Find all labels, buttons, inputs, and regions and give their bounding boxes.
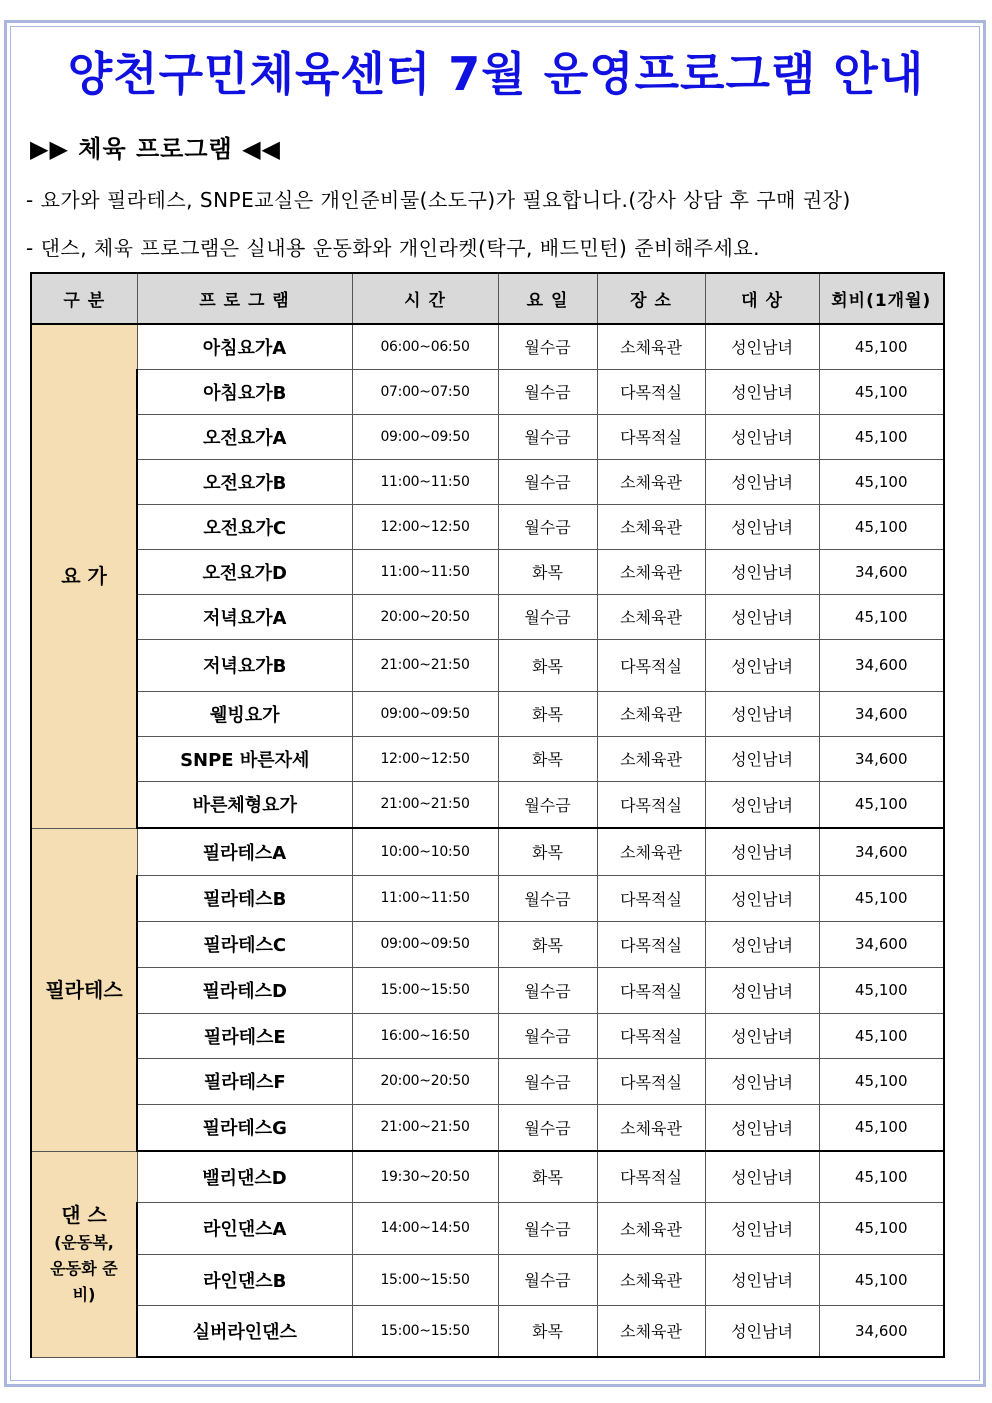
fee-cell: 45,100	[819, 594, 944, 639]
category-cell	[31, 828, 137, 1151]
time-cell: 14:00~14:50	[352, 1202, 498, 1254]
target-cell: 성인남녀	[705, 1305, 819, 1357]
time-cell: 12:00~12:50	[352, 504, 498, 549]
header-target: 대 상	[705, 273, 819, 324]
target-cell: 성인남녀	[705, 967, 819, 1013]
program-cell: 웰빙요가	[137, 691, 352, 736]
program-cell: 필라테스E	[137, 1013, 352, 1058]
time-cell: 19:30~20:50	[352, 1151, 498, 1202]
place-cell: 소체육관	[597, 1254, 705, 1305]
table-row	[31, 691, 944, 736]
place-cell: 소체육관	[597, 1305, 705, 1357]
time-cell: 15:00~15:50	[352, 1305, 498, 1357]
target-cell: 성인남녀	[705, 324, 819, 369]
fee-cell: 45,100	[819, 1151, 944, 1202]
target-cell: 성인남녀	[705, 369, 819, 414]
header-day: 요 일	[498, 273, 597, 324]
table-row	[31, 639, 944, 691]
fee-cell: 45,100	[819, 781, 944, 828]
fee-cell: 45,100	[819, 1013, 944, 1058]
program-cell: 필라테스G	[137, 1104, 352, 1151]
program-cell: 아침요가B	[137, 369, 352, 414]
place-cell: 다목적실	[597, 1058, 705, 1104]
target-cell: 성인남녀	[705, 459, 819, 504]
category-label: 필라테스	[45, 977, 123, 1002]
day-cell: 월수금	[498, 875, 597, 921]
day-cell: 화목	[498, 736, 597, 781]
program-cell: 저녁요가A	[137, 594, 352, 639]
place-cell: 다목적실	[597, 414, 705, 459]
program-cell: 필라테스B	[137, 875, 352, 921]
place-cell: 소체육관	[597, 504, 705, 549]
time-cell: 09:00~09:50	[352, 691, 498, 736]
time-cell: 11:00~11:50	[352, 459, 498, 504]
fee-cell: 45,100	[819, 414, 944, 459]
time-cell: 11:00~11:50	[352, 875, 498, 921]
table-row	[31, 1254, 944, 1305]
fee-cell: 45,100	[819, 875, 944, 921]
day-cell: 월수금	[498, 414, 597, 459]
header-fee: 회비(1개월)	[819, 273, 944, 324]
place-cell: 소체육관	[597, 1202, 705, 1254]
target-cell: 성인남녀	[705, 594, 819, 639]
target-cell: 성인남녀	[705, 504, 819, 549]
time-cell: 06:00~06:50	[352, 324, 498, 369]
program-cell: 저녁요가B	[137, 639, 352, 691]
program-cell: 오전요가A	[137, 414, 352, 459]
target-cell: 성인남녀	[705, 691, 819, 736]
place-cell: 소체육관	[597, 1104, 705, 1151]
program-cell: 필라테스C	[137, 921, 352, 967]
category-note: (운동복, 운동화 준비)	[50, 1233, 118, 1304]
place-cell: 소체육관	[597, 594, 705, 639]
table-row	[31, 549, 944, 594]
time-cell: 21:00~21:50	[352, 781, 498, 828]
time-cell: 15:00~15:50	[352, 1254, 498, 1305]
program-cell: 오전요가C	[137, 504, 352, 549]
place-cell: 다목적실	[597, 967, 705, 1013]
target-cell: 성인남녀	[705, 781, 819, 828]
table-row	[31, 875, 944, 921]
category-cell	[31, 1151, 137, 1357]
table-row	[31, 414, 944, 459]
program-cell: SNPE 바른자세	[137, 736, 352, 781]
place-cell: 다목적실	[597, 875, 705, 921]
fee-cell: 34,600	[819, 828, 944, 875]
program-cell: 라인댄스B	[137, 1254, 352, 1305]
fee-cell: 34,600	[819, 921, 944, 967]
table-row	[31, 921, 944, 967]
place-cell: 소체육관	[597, 736, 705, 781]
table-row	[31, 324, 944, 369]
target-cell: 성인남녀	[705, 1254, 819, 1305]
notice-line-1: - 요가와 필라테스, SNPE교실은 개인준비물(소도구)가 필요합니다.(강사 상담 후 구매 권장)	[26, 188, 851, 212]
table-row	[31, 781, 944, 828]
table-row	[31, 1013, 944, 1058]
time-cell: 09:00~09:50	[352, 921, 498, 967]
fee-cell: 34,600	[819, 736, 944, 781]
target-cell: 성인남녀	[705, 1104, 819, 1151]
fee-cell: 45,100	[819, 324, 944, 369]
fee-cell: 34,600	[819, 1305, 944, 1357]
place-cell: 소체육관	[597, 828, 705, 875]
fee-cell: 45,100	[819, 369, 944, 414]
day-cell: 월수금	[498, 781, 597, 828]
place-cell: 소체육관	[597, 459, 705, 504]
program-cell: 필라테스F	[137, 1058, 352, 1104]
target-cell: 성인남녀	[705, 549, 819, 594]
fee-cell: 45,100	[819, 1254, 944, 1305]
table-row	[31, 828, 944, 875]
table-row	[31, 504, 944, 549]
target-cell: 성인남녀	[705, 921, 819, 967]
target-cell: 성인남녀	[705, 1202, 819, 1254]
table-row	[31, 967, 944, 1013]
day-cell: 화목	[498, 828, 597, 875]
day-cell: 월수금	[498, 1058, 597, 1104]
day-cell: 화목	[498, 1305, 597, 1357]
day-cell: 월수금	[498, 1202, 597, 1254]
table-header-row	[31, 273, 944, 324]
fee-cell: 45,100	[819, 1058, 944, 1104]
day-cell: 월수금	[498, 459, 597, 504]
place-cell: 다목적실	[597, 1013, 705, 1058]
notice-line-2: - 댄스, 체육 프로그램은 실내용 운동화와 개인라켓(탁구, 배드민턴) 준비해주세요.	[26, 236, 760, 260]
place-cell: 소체육관	[597, 324, 705, 369]
time-cell: 21:00~21:50	[352, 639, 498, 691]
target-cell: 성인남녀	[705, 1013, 819, 1058]
fee-cell: 34,600	[819, 549, 944, 594]
time-cell: 15:00~15:50	[352, 967, 498, 1013]
table-row	[31, 1104, 944, 1151]
page-title: 양천구민체육센터 7월 운영프로그램 안내	[67, 47, 925, 101]
program-cell: 라인댄스A	[137, 1202, 352, 1254]
place-cell: 소체육관	[597, 691, 705, 736]
table-row	[31, 369, 944, 414]
target-cell: 성인남녀	[705, 736, 819, 781]
time-cell: 09:00~09:50	[352, 414, 498, 459]
program-cell: 필라테스D	[137, 967, 352, 1013]
time-cell: 10:00~10:50	[352, 828, 498, 875]
program-cell: 실버라인댄스	[137, 1305, 352, 1357]
time-cell: 07:00~07:50	[352, 369, 498, 414]
table-row	[31, 1305, 944, 1357]
table-row	[31, 736, 944, 781]
category-label: 댄 스	[61, 1203, 107, 1227]
day-cell: 화목	[498, 549, 597, 594]
target-cell: 성인남녀	[705, 828, 819, 875]
table-body	[31, 324, 944, 1357]
place-cell: 다목적실	[597, 781, 705, 828]
day-cell: 월수금	[498, 594, 597, 639]
table-row	[31, 1151, 944, 1202]
time-cell: 20:00~20:50	[352, 594, 498, 639]
target-cell: 성인남녀	[705, 1058, 819, 1104]
fee-cell: 45,100	[819, 1202, 944, 1254]
category-label: 요 가	[61, 564, 107, 589]
program-cell: 필라테스A	[137, 828, 352, 875]
fee-cell: 45,100	[819, 459, 944, 504]
target-cell: 성인남녀	[705, 1151, 819, 1202]
program-cell: 오전요가D	[137, 549, 352, 594]
program-cell: 아침요가A	[137, 324, 352, 369]
target-cell: 성인남녀	[705, 414, 819, 459]
day-cell: 화목	[498, 921, 597, 967]
fee-cell: 45,100	[819, 1104, 944, 1151]
section-title: ▶▶ 체육 프로그램 ◀◀	[30, 135, 281, 163]
time-cell: 12:00~12:50	[352, 736, 498, 781]
day-cell: 월수금	[498, 1104, 597, 1151]
day-cell: 월수금	[498, 324, 597, 369]
table-row	[31, 1202, 944, 1254]
header-category: 구 분	[31, 273, 137, 324]
header-program: 프 로 그 램	[137, 273, 352, 324]
day-cell: 화목	[498, 639, 597, 691]
program-cell: 오전요가B	[137, 459, 352, 504]
place-cell: 다목적실	[597, 639, 705, 691]
header-place: 장 소	[597, 273, 705, 324]
time-cell: 16:00~16:50	[352, 1013, 498, 1058]
program-schedule-table	[30, 272, 945, 1358]
place-cell: 다목적실	[597, 1151, 705, 1202]
table-row	[31, 459, 944, 504]
target-cell: 성인남녀	[705, 875, 819, 921]
table-row	[31, 1058, 944, 1104]
time-cell: 21:00~21:50	[352, 1104, 498, 1151]
table-row	[31, 594, 944, 639]
place-cell: 다목적실	[597, 369, 705, 414]
fee-cell: 45,100	[819, 504, 944, 549]
program-cell: 바른체형요가	[137, 781, 352, 828]
fee-cell: 45,100	[819, 967, 944, 1013]
day-cell: 화목	[498, 691, 597, 736]
day-cell: 월수금	[498, 1013, 597, 1058]
header-time: 시 간	[352, 273, 498, 324]
fee-cell: 34,600	[819, 639, 944, 691]
target-cell: 성인남녀	[705, 639, 819, 691]
place-cell: 다목적실	[597, 921, 705, 967]
day-cell: 월수금	[498, 967, 597, 1013]
day-cell: 월수금	[498, 369, 597, 414]
time-cell: 11:00~11:50	[352, 549, 498, 594]
place-cell: 소체육관	[597, 549, 705, 594]
time-cell: 20:00~20:50	[352, 1058, 498, 1104]
fee-cell: 34,600	[819, 691, 944, 736]
day-cell: 화목	[498, 1151, 597, 1202]
day-cell: 월수금	[498, 504, 597, 549]
day-cell: 월수금	[498, 1254, 597, 1305]
program-cell: 밸리댄스D	[137, 1151, 352, 1202]
category-cell	[31, 324, 137, 828]
